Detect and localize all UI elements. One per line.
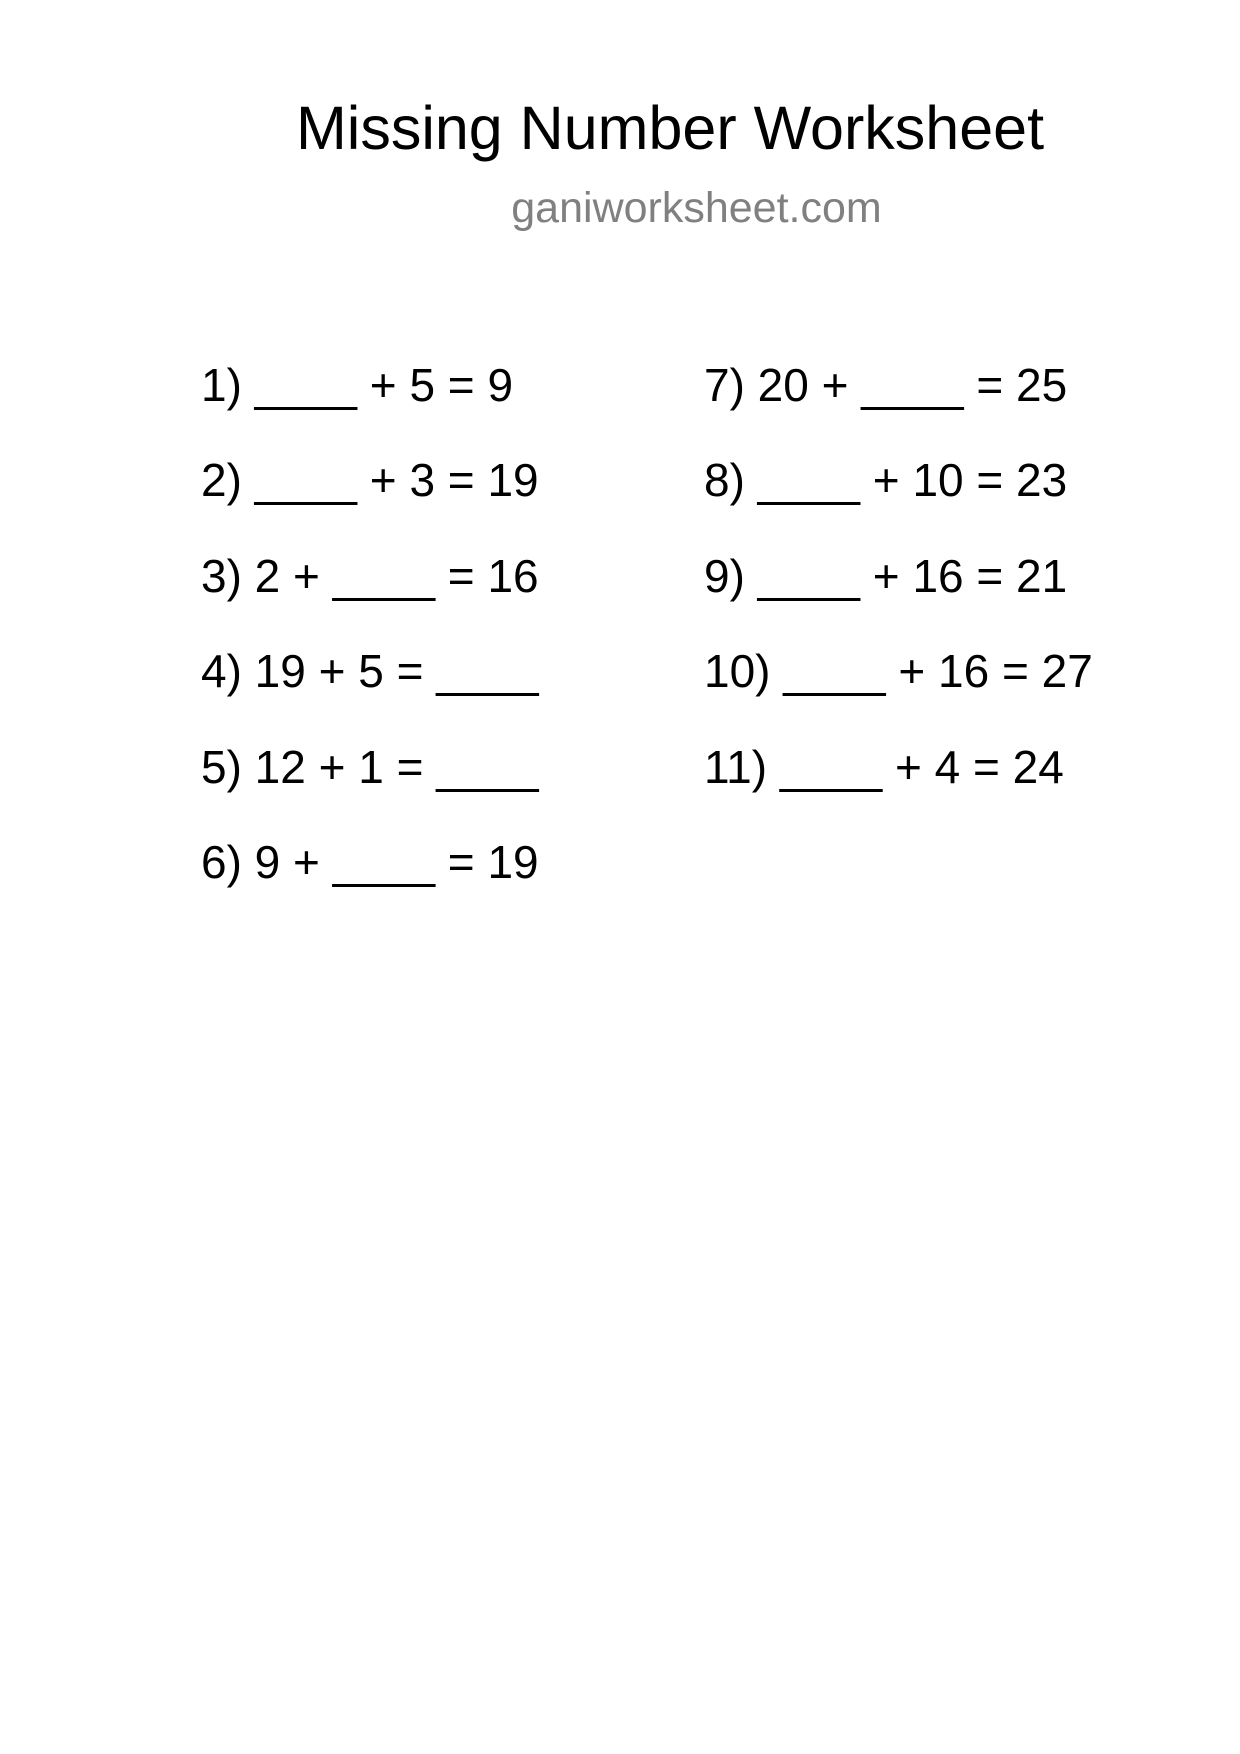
problem-7: 7) 20 + ____ = 25 — [704, 359, 1068, 411]
problem-3: 3) 2 + ____ = 16 — [201, 550, 539, 602]
problem-6: 6) 9 + ____ = 19 — [201, 836, 539, 888]
problem-9: 9) ____ + 16 = 21 — [704, 550, 1068, 602]
problem-10: 10) ____ + 16 = 27 — [704, 645, 1093, 697]
problem-1: 1) ____ + 5 = 9 — [201, 359, 514, 411]
problem-2: 2) ____ + 3 = 19 — [201, 454, 539, 506]
problem-4: 4) 19 + 5 = ____ — [201, 645, 539, 697]
problem-5: 5) 12 + 1 = ____ — [201, 741, 539, 793]
problem-11: 11) ____ + 4 = 24 — [704, 741, 1064, 793]
website-label: ganiworksheet.com — [511, 184, 882, 232]
problem-8: 8) ____ + 10 = 23 — [704, 454, 1068, 506]
worksheet-title: Missing Number Worksheet — [295, 94, 1045, 162]
